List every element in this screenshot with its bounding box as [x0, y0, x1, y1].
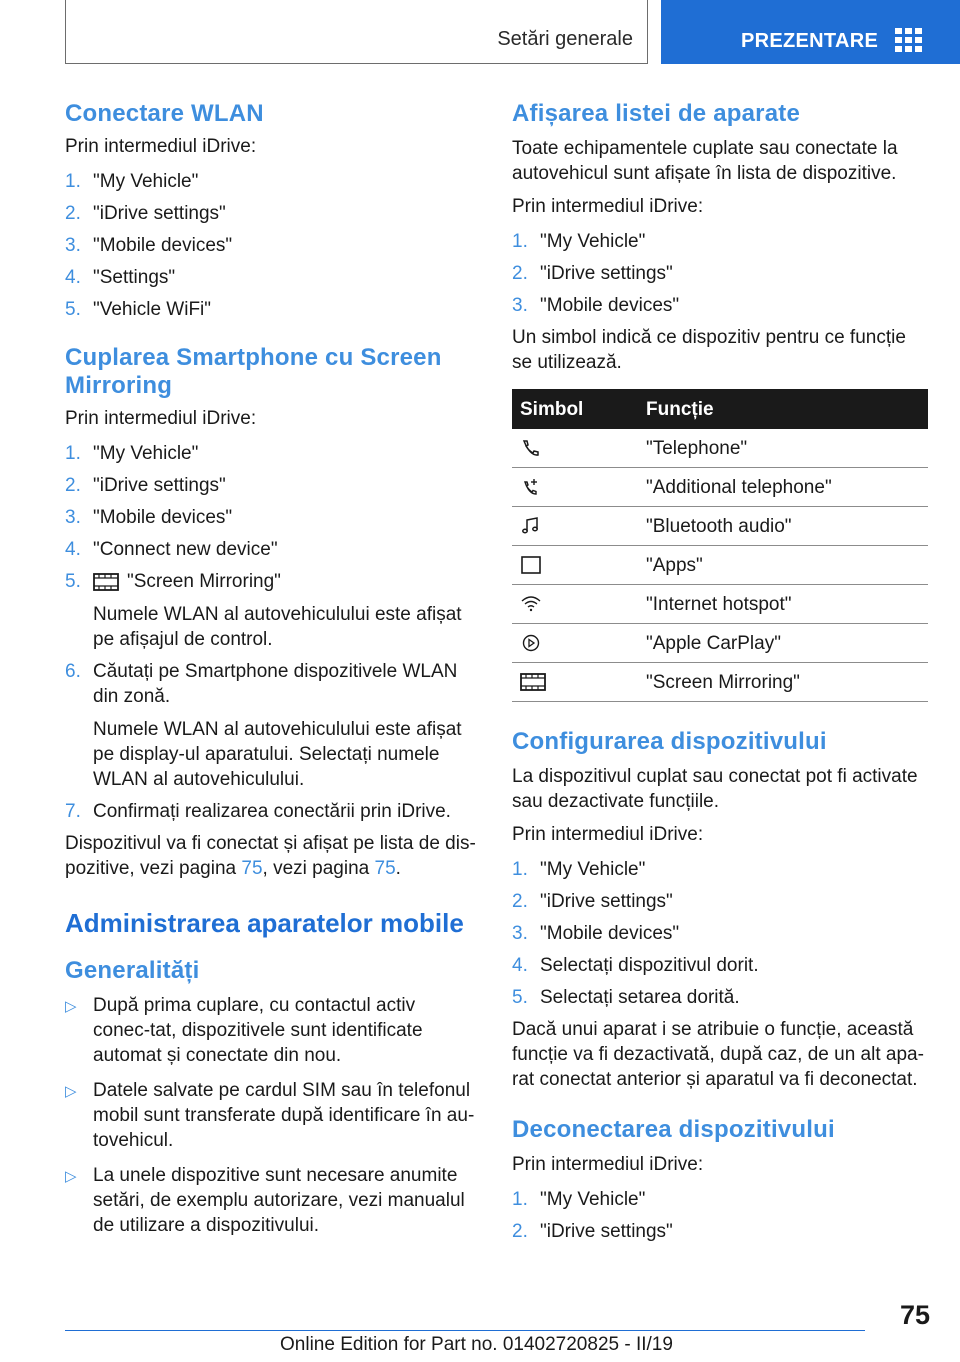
triangle-bullet-icon: ▷	[65, 1083, 77, 1100]
table-cell: "Telephone"	[638, 429, 928, 468]
disconnect-intro: Prin intermediul iDrive:	[512, 1154, 704, 1175]
disconnect-steps	[512, 1187, 930, 1244]
step-note: Numele WLAN al autovehiculului este afișat pe display-ul aparatului. Selectați numele WLAN al autovehiculului.	[93, 719, 462, 790]
table-cell: "Bluetooth audio"	[638, 507, 928, 546]
additional-telephone-icon	[520, 477, 542, 497]
mirroring-intro: Prin intermediul iDrive:	[65, 408, 257, 429]
table-cell: "Screen Mirroring"	[638, 663, 928, 702]
list-item: 1. "My Vehicle"	[65, 171, 199, 192]
config-intro: Prin intermediul iDrive:	[512, 824, 704, 845]
list-item: 2. "iDrive settings"	[65, 475, 226, 496]
list-item: 4. "Settings"	[65, 267, 176, 288]
wlan-heading: Conectare WLAN	[65, 100, 264, 127]
list-item: 5. "Screen Mirroring" Numele WLAN al autovehiculului este afișat pe afișajul de control.	[65, 569, 477, 652]
mirroring-outro: Dispozitivul va fi conectat și afișat pe lista de dis-pozitive, vezi pagina 75, vezi pagina 75.	[65, 833, 476, 879]
telephone-icon	[520, 438, 542, 458]
wifi-icon	[520, 594, 542, 614]
list-item: 2. "iDrive settings"	[65, 203, 226, 224]
header-section-box	[65, 0, 648, 64]
header-section-title: Setări generale	[497, 28, 633, 50]
triangle-bullet-icon: ▷	[65, 1168, 77, 1185]
footer-divider	[65, 1330, 865, 1331]
table-header-function: Funcție	[638, 389, 928, 429]
left-column	[65, 100, 477, 1248]
list-item: 3. "Mobile devices"	[512, 923, 680, 944]
grid-menu-icon[interactable]	[895, 28, 923, 52]
list-item: 2. "iDrive settings"	[512, 263, 673, 284]
config-desc: La dispozitivul cuplat sau conectat pot fi activate sau dezactivate funcțiile.	[512, 766, 918, 812]
list-item: ▷ La unele dispozitive sunt necesare anumite setări, de exemplu autorizare, vezi manualul de utilizare a dispozitivului.	[65, 1165, 465, 1236]
header-chapter-tab[interactable]	[661, 0, 960, 64]
list-item: 1. "My Vehicle"	[65, 443, 199, 464]
wlan-steps	[65, 169, 477, 322]
list-item: 2. "iDrive settings"	[512, 891, 673, 912]
device-list-heading: Afișarea listei de aparate	[512, 100, 801, 127]
triangle-bullet-icon: ▷	[65, 998, 77, 1015]
list-item: 5. Selectați setarea dorită.	[512, 987, 740, 1008]
device-list-intro: Prin intermediul iDrive:	[512, 196, 704, 217]
list-item: 1. "My Vehicle"	[512, 1189, 646, 1210]
carplay-icon	[520, 633, 542, 653]
table-cell: "Apple CarPlay"	[638, 624, 928, 663]
table-row	[512, 585, 928, 624]
disconnect-heading: Deconectarea dispozitivului	[512, 1116, 835, 1143]
wlan-intro: Prin intermediul iDrive:	[65, 136, 257, 157]
list-item: ▷ Datele salvate pe cardul SIM sau în telefonul mobil sunt transferate după identificare în au-tovehicul.	[65, 1080, 475, 1151]
table-row	[512, 429, 928, 468]
general-bullets	[65, 993, 477, 1238]
list-item: 6. Căutați pe Smartphone dispozitivele WLAN din zonă. Numele WLAN al autovehiculului este afișat pe display-ul aparatului. Selectați numele WLAN al autovehiculului.	[65, 659, 477, 792]
table-row	[512, 468, 928, 507]
apps-square-icon	[520, 555, 542, 575]
table-header-row	[512, 389, 928, 429]
table-row	[512, 663, 928, 702]
admin-heading: Administrarea aparatelor mobile	[65, 908, 464, 938]
step-note: Numele WLAN al autovehiculului este afișat pe afișajul de control.	[93, 604, 462, 650]
right-column	[512, 100, 930, 1251]
list-item: 5. "Vehicle WiFi"	[65, 299, 212, 320]
list-item: 3. "Mobile devices"	[512, 295, 680, 316]
list-item: 1. "My Vehicle"	[512, 859, 646, 880]
page-link[interactable]: 75	[241, 858, 263, 879]
screen-mirroring-icon	[520, 672, 546, 692]
symbol-note: Un simbol indică ce dispozitiv pentru ce funcție se utilizează.	[512, 327, 906, 373]
list-item: 1. "My Vehicle"	[512, 231, 646, 252]
device-list-desc: Toate echipamentele cuplate sau conectate la autovehicul sunt afișate în lista de dispozitive.	[512, 138, 898, 184]
table-row	[512, 507, 928, 546]
page-number: 75	[899, 1300, 930, 1330]
list-item: 7. Confirmați realizarea conectării prin iDrive.	[65, 801, 451, 822]
config-steps	[512, 857, 930, 1010]
config-heading: Configurarea dispozitivului	[512, 728, 827, 755]
table-cell: "Additional telephone"	[638, 468, 928, 507]
music-note-icon	[520, 516, 542, 536]
list-item: 3. "Mobile devices"	[65, 235, 233, 256]
table-row	[512, 546, 928, 585]
general-heading: Generalități	[65, 957, 200, 984]
device-list-steps	[512, 229, 930, 318]
table-cell: "Internet hotspot"	[638, 585, 928, 624]
list-item: 4. "Connect new device"	[65, 539, 278, 560]
list-item: 2. "iDrive settings"	[512, 1221, 673, 1242]
page-link[interactable]: 75	[374, 858, 396, 879]
footer-edition: Online Edition for Part no. 01402720825 - II/19	[280, 1334, 673, 1355]
config-outro: Dacă unui aparat i se atribuie o funcție, această funcție va fi dezactivată, după caz, de un alt apa-rat conectat anterior și aparatul va fi deconectat.	[512, 1019, 924, 1090]
screen-mirroring-icon	[93, 572, 119, 592]
table-cell: "Apps"	[638, 546, 928, 585]
symbol-table	[512, 389, 928, 702]
list-item: 4. Selectați dispozitivul dorit.	[512, 955, 759, 976]
header-chapter-label: PREZENTARE	[741, 30, 879, 52]
mirroring-steps	[65, 441, 477, 824]
list-item: ▷ După prima cuplare, cu contactul activ conec-tat, dispozitivele sunt identificate automat și conectate din nou.	[65, 995, 423, 1066]
list-item: 3. "Mobile devices"	[65, 507, 233, 528]
mirroring-heading: Cuplarea Smartphone cu Screen Mirroring	[65, 344, 442, 399]
table-header-symbol: Simbol	[512, 389, 638, 429]
table-row	[512, 624, 928, 663]
